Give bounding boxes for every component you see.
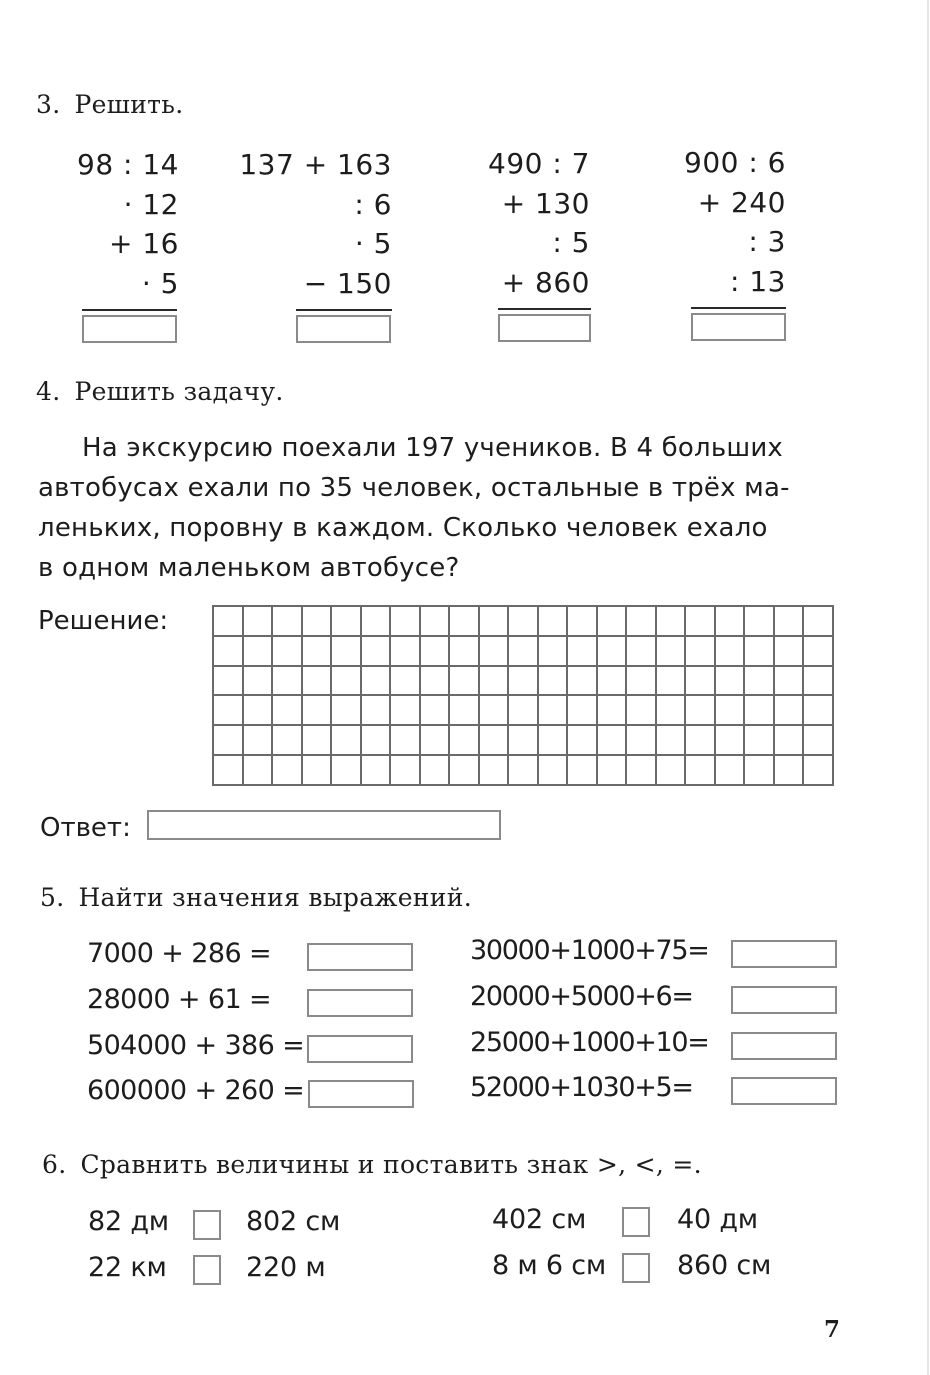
grid-cell[interactable] <box>448 605 478 635</box>
grid-cell[interactable] <box>478 665 508 695</box>
problem-line: в одном маленьком автобусе? <box>38 553 460 583</box>
grid-cell[interactable] <box>271 724 301 754</box>
grid-cell[interactable] <box>596 605 626 635</box>
grid-cell[interactable] <box>419 665 449 695</box>
task-3-heading <box>36 90 183 119</box>
calc-chain-2 <box>232 145 392 343</box>
quantity-left: 22 км <box>88 1252 167 1283</box>
grid-cell[interactable] <box>448 694 478 724</box>
quantity-left: 402 см <box>492 1204 587 1235</box>
task-title: Найти значения выражений. <box>78 883 472 912</box>
grid-cell[interactable] <box>330 605 360 635</box>
grid-cell[interactable] <box>448 724 478 754</box>
grid-cell[interactable] <box>684 754 714 784</box>
grid-cell[interactable] <box>566 635 596 665</box>
grid-cell[interactable] <box>478 635 508 665</box>
quantity-left: 8 м 6 см <box>492 1250 607 1281</box>
grid-cell[interactable] <box>566 665 596 695</box>
grid-cell[interactable] <box>743 665 773 695</box>
grid-cell[interactable] <box>212 724 242 754</box>
page-number: 7 <box>824 1316 841 1343</box>
solution-grid[interactable] <box>212 605 834 786</box>
result-rule <box>498 308 591 310</box>
grid-cell[interactable] <box>802 605 832 635</box>
grid-cell[interactable] <box>537 665 567 695</box>
expression: 25000+1000+10= <box>470 1027 709 1058</box>
result-rule <box>296 309 392 311</box>
grid-cell[interactable] <box>389 694 419 724</box>
grid-cell[interactable] <box>507 724 537 754</box>
task-title: Решить задачу. <box>74 377 284 406</box>
comparison-sign-box[interactable] <box>622 1207 650 1237</box>
grid-cell[interactable] <box>537 724 567 754</box>
grid-cell[interactable] <box>743 635 773 665</box>
grid-cell[interactable] <box>802 754 832 784</box>
grid-cell[interactable] <box>566 605 596 635</box>
grid-cell[interactable] <box>212 605 242 635</box>
grid-cell[interactable] <box>625 724 655 754</box>
grid-cell[interactable] <box>478 694 508 724</box>
grid-cell[interactable] <box>389 635 419 665</box>
grid-cell[interactable] <box>537 635 567 665</box>
grid-cell[interactable] <box>360 754 390 784</box>
chain-line: 137 + 163 <box>239 148 392 181</box>
grid-cell[interactable] <box>684 724 714 754</box>
grid-cell[interactable] <box>596 754 626 784</box>
comparison-sign-box[interactable] <box>193 1255 221 1285</box>
expression-answer-box[interactable] <box>731 1032 837 1060</box>
grid-cell[interactable] <box>242 605 272 635</box>
grid-cell[interactable] <box>596 724 626 754</box>
calc-chain-4 <box>666 143 786 341</box>
result-box[interactable] <box>296 315 391 343</box>
grid-cell[interactable] <box>360 665 390 695</box>
grid-cell[interactable] <box>301 665 331 695</box>
grid-cell[interactable] <box>625 694 655 724</box>
grid-cell[interactable] <box>684 605 714 635</box>
expression: 52000+1030+5= <box>470 1072 693 1103</box>
problem-line: автобусах ехали по 35 человек, остальные в трёх ма- <box>38 473 790 503</box>
expression: 28000 + 61 = <box>87 984 272 1015</box>
grid-cell[interactable] <box>802 724 832 754</box>
grid-cell[interactable] <box>242 694 272 724</box>
grid-cell[interactable] <box>625 635 655 665</box>
chain-line: 490 : 7 <box>488 147 590 180</box>
chain-line: 900 : 6 <box>684 146 786 179</box>
grid-cell[interactable] <box>330 724 360 754</box>
grid-cell[interactable] <box>448 635 478 665</box>
grid-cell[interactable] <box>655 605 685 635</box>
chain-line: · 12 <box>123 187 179 221</box>
grid-cell[interactable] <box>714 694 744 724</box>
grid-cell[interactable] <box>271 605 301 635</box>
grid-cell[interactable] <box>625 754 655 784</box>
grid-cell[interactable] <box>448 754 478 784</box>
grid-cell[interactable] <box>802 635 832 665</box>
grid-cell[interactable] <box>566 754 596 784</box>
grid-cell[interactable] <box>596 694 626 724</box>
chain-line: · 5 <box>354 227 392 260</box>
problem-line: На экскурсию поехали 197 учеников. В 4 больших <box>82 433 784 463</box>
grid-cell[interactable] <box>419 724 449 754</box>
expression-answer-box[interactable] <box>731 940 837 968</box>
expression-answer-box[interactable] <box>307 989 413 1017</box>
grid-cell[interactable] <box>773 635 803 665</box>
grid-cell[interactable] <box>655 754 685 784</box>
grid-cell[interactable] <box>507 694 537 724</box>
expression-answer-box[interactable] <box>731 986 837 1014</box>
grid-cell[interactable] <box>389 605 419 635</box>
grid-cell[interactable] <box>684 694 714 724</box>
grid-cell[interactable] <box>566 694 596 724</box>
grid-cell[interactable] <box>655 665 685 695</box>
grid-cell[interactable] <box>478 754 508 784</box>
result-box[interactable] <box>691 313 786 341</box>
chain-line: + 130 <box>501 186 590 220</box>
grid-cell[interactable] <box>743 754 773 784</box>
grid-cell[interactable] <box>714 665 744 695</box>
expression-answer-box[interactable] <box>308 1080 414 1108</box>
grid-cell[interactable] <box>684 665 714 695</box>
grid-cell[interactable] <box>507 665 537 695</box>
task-number: 4. <box>36 377 61 406</box>
expression: 600000 + 260 = <box>87 1075 305 1106</box>
grid-cell[interactable] <box>596 665 626 695</box>
grid-cell[interactable] <box>625 605 655 635</box>
task-number: 5. <box>40 883 65 912</box>
task-6-heading <box>42 1150 702 1179</box>
grid-cell[interactable] <box>212 665 242 695</box>
grid-cell[interactable] <box>330 754 360 784</box>
grid-cell[interactable] <box>242 635 272 665</box>
comparison-sign-box[interactable] <box>193 1210 221 1240</box>
comparison-sign-box[interactable] <box>622 1253 650 1283</box>
grid-cell[interactable] <box>773 605 803 635</box>
grid-cell[interactable] <box>625 665 655 695</box>
quantity-right: 220 м <box>246 1252 326 1283</box>
grid-cell[interactable] <box>655 694 685 724</box>
page-edge <box>927 0 929 1375</box>
solution-label: Решение: <box>38 606 169 636</box>
result-rule <box>82 309 177 311</box>
quantity-right: 860 см <box>677 1250 772 1281</box>
grid-cell[interactable] <box>743 605 773 635</box>
chain-line: : 13 <box>730 264 786 298</box>
quantity-left: 82 дм <box>88 1206 169 1237</box>
grid-cell[interactable] <box>330 694 360 724</box>
grid-cell[interactable] <box>212 635 242 665</box>
problem-line: леньких, поровну в каждом. Сколько человек ехало <box>38 513 768 543</box>
grid-cell[interactable] <box>271 635 301 665</box>
chain-line: − 150 <box>303 266 392 300</box>
problem-text <box>38 428 838 588</box>
grid-cell[interactable] <box>655 724 685 754</box>
grid-cell[interactable] <box>301 694 331 724</box>
grid-cell[interactable] <box>684 635 714 665</box>
expression: 30000+1000+75= <box>470 935 709 966</box>
grid-cell[interactable] <box>714 724 744 754</box>
expression-answer-box[interactable] <box>307 943 413 971</box>
grid-cell[interactable] <box>537 754 567 784</box>
expression-answer-box[interactable] <box>731 1077 837 1105</box>
grid-cell[interactable] <box>714 754 744 784</box>
grid-cell[interactable] <box>360 694 390 724</box>
grid-cell[interactable] <box>242 754 272 784</box>
answer-box[interactable] <box>147 810 501 840</box>
grid-cell[interactable] <box>271 665 301 695</box>
grid-cell[interactable] <box>360 635 390 665</box>
grid-cell[interactable] <box>478 724 508 754</box>
chain-line: 98 : 14 <box>77 148 179 181</box>
task-5-heading <box>40 883 472 912</box>
grid-cell[interactable] <box>448 665 478 695</box>
grid-cell[interactable] <box>743 724 773 754</box>
chain-line: : 5 <box>552 226 590 259</box>
grid-cell[interactable] <box>596 635 626 665</box>
expression: 20000+5000+6= <box>470 981 693 1012</box>
grid-cell[interactable] <box>330 635 360 665</box>
grid-cell[interactable] <box>242 724 272 754</box>
grid-cell[interactable] <box>212 754 242 784</box>
grid-cell[interactable] <box>478 605 508 635</box>
grid-cell[interactable] <box>773 724 803 754</box>
expression: 504000 + 386 = <box>87 1030 305 1061</box>
grid-cell[interactable] <box>330 665 360 695</box>
grid-cell[interactable] <box>389 724 419 754</box>
chain-line: + 240 <box>697 185 786 219</box>
result-box[interactable] <box>82 315 177 343</box>
grid-cell[interactable] <box>242 665 272 695</box>
chain-line: + 16 <box>109 227 179 260</box>
grid-cell[interactable] <box>743 694 773 724</box>
quantity-right: 802 см <box>246 1206 341 1237</box>
grid-cell[interactable] <box>301 605 331 635</box>
grid-cell[interactable] <box>419 605 449 635</box>
expression: 7000 + 286 = <box>87 938 272 969</box>
chain-line: · 5 <box>141 266 179 300</box>
grid-cell[interactable] <box>507 605 537 635</box>
result-rule <box>691 307 786 309</box>
calc-chain-3 <box>470 144 590 342</box>
grid-cell[interactable] <box>802 694 832 724</box>
task-number: 3. <box>36 90 61 119</box>
grid-cell[interactable] <box>419 694 449 724</box>
grid-cell[interactable] <box>389 665 419 695</box>
grid-cell[interactable] <box>360 605 390 635</box>
calc-chain-1 <box>59 145 179 343</box>
chain-line: : 6 <box>354 187 392 221</box>
grid-cell[interactable] <box>301 635 331 665</box>
grid-cell[interactable] <box>714 635 744 665</box>
task-title: Сравнить величины и поставить знак >, <, =. <box>80 1150 702 1179</box>
chain-line: + 860 <box>501 265 590 299</box>
task-4-heading <box>36 377 284 406</box>
grid-cell[interactable] <box>419 635 449 665</box>
chain-line: : 3 <box>748 225 786 258</box>
grid-cell[interactable] <box>537 605 567 635</box>
task-title: Решить. <box>74 90 184 119</box>
expression-answer-box[interactable] <box>307 1035 413 1063</box>
grid-cell[interactable] <box>507 754 537 784</box>
grid-cell[interactable] <box>271 754 301 784</box>
grid-cell[interactable] <box>537 694 567 724</box>
quantity-right: 40 дм <box>677 1204 758 1235</box>
grid-cell[interactable] <box>714 605 744 635</box>
grid-cell[interactable] <box>802 665 832 695</box>
grid-cell[interactable] <box>360 724 390 754</box>
grid-cell[interactable] <box>566 724 596 754</box>
grid-cell[interactable] <box>507 635 537 665</box>
task-number: 6. <box>42 1150 67 1179</box>
answer-label: Ответ: <box>40 813 131 843</box>
grid-cell[interactable] <box>773 665 803 695</box>
grid-cell[interactable] <box>773 754 803 784</box>
result-box[interactable] <box>498 314 591 342</box>
grid-cell[interactable] <box>301 724 331 754</box>
grid-cell[interactable] <box>389 754 419 784</box>
grid-cell[interactable] <box>212 694 242 724</box>
grid-cell[interactable] <box>301 754 331 784</box>
grid-cell[interactable] <box>773 694 803 724</box>
grid-cell[interactable] <box>271 694 301 724</box>
grid-cell[interactable] <box>655 635 685 665</box>
grid-cell[interactable] <box>419 754 449 784</box>
